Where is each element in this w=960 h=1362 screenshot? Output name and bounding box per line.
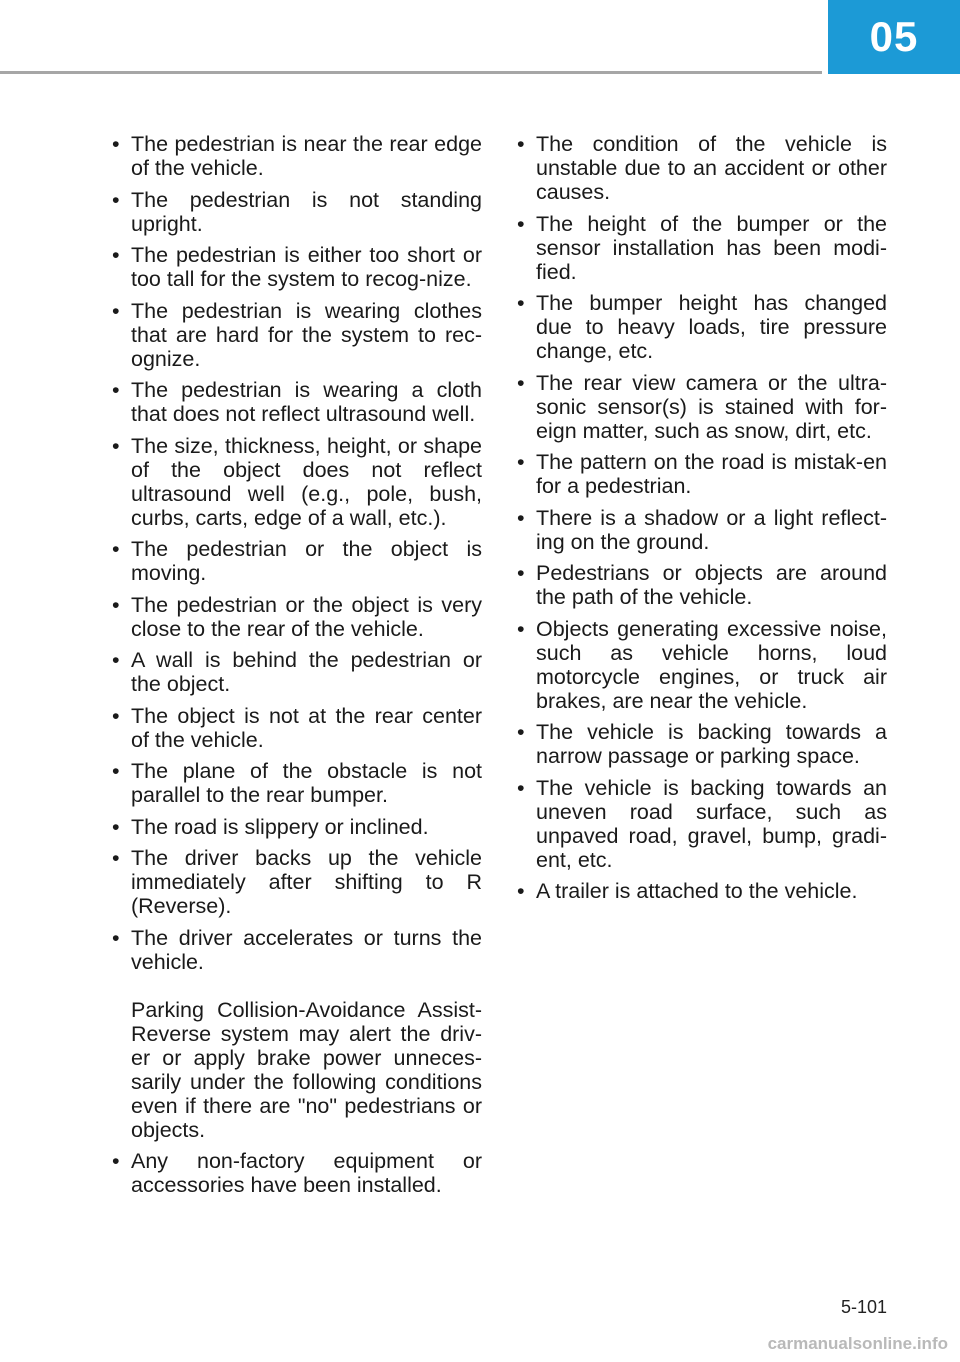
list-item: • Objects generating excessive noise, such as vehicle horns, loud motorcycle engines, or truck air brakes, are near the vehicle. — [532, 617, 887, 713]
list-item: • The pedestrian or the object is moving. — [127, 537, 482, 585]
list-item: • The height of the bumper or the sensor installation has been modi-fied. — [532, 212, 887, 284]
list-item: • The pedestrian is wearing a cloth that does not reflect ultrasound well. — [127, 378, 482, 426]
list-item: • A wall is behind the pedestrian or the object. — [127, 648, 482, 696]
list-item: • The road is slippery or inclined. — [127, 815, 482, 839]
left-column — [127, 132, 482, 1205]
list-item: • The rear view camera or the ultra-sonic sensor(s) is stained with for-eign matter, such as snow, dirt, etc. — [532, 371, 887, 443]
list-item: • The bumper height has changed due to heavy loads, tire pressure change, etc. — [532, 291, 887, 363]
page-number: 5-101 — [840, 1297, 887, 1317]
left-bullet-list — [127, 132, 482, 974]
list-item: • The driver accelerates or turns the vehicle. — [127, 926, 482, 974]
header-rule — [0, 71, 822, 74]
watermark: carmanualsonline.info — [767, 1334, 948, 1353]
list-item: • The vehicle is backing towards a narrow passage or parking space. — [532, 720, 887, 768]
list-item: • The condition of the vehicle is unstable due to an accident or other causes. — [532, 132, 887, 204]
list-item: • A trailer is attached to the vehicle. — [532, 879, 887, 903]
list-item: • The pedestrian is either too short or too tall for the system to recog-nize. — [127, 243, 482, 291]
note-paragraph: Parking Collision-Avoidance Assist-Reverse system may alert the driv-er or apply brake power unneces-sarily under the following conditions even if there are "no" pedestrians or objects. — [131, 997, 482, 1142]
right-column — [532, 132, 887, 911]
list-item: • The pedestrian or the object is very close to the rear of the vehicle. — [127, 593, 482, 641]
list-item: • The object is not at the rear center of the vehicle. — [127, 704, 482, 752]
left-bullet-list-after-note — [127, 1149, 482, 1197]
list-item: • The pedestrian is not standing upright. — [127, 188, 482, 236]
list-item: • Any non-factory equipment or accessories have been installed. — [127, 1149, 482, 1197]
list-item: • The pedestrian is near the rear edge of the vehicle. — [127, 132, 482, 180]
chapter-tab: 05 — [828, 0, 960, 74]
list-item: • The pattern on the road is mistak-en for a pedestrian. — [532, 450, 887, 498]
list-item: • Pedestrians or objects are around the path of the vehicle. — [532, 561, 887, 609]
list-item: • There is a shadow or a light reflect-ing on the ground. — [532, 506, 887, 554]
list-item: • The plane of the obstacle is not parallel to the rear bumper. — [127, 759, 482, 807]
right-bullet-list — [532, 132, 887, 903]
list-item: • The size, thickness, height, or shape of the object does not reflect ultrasound well (e.g., pole, bush, curbs, carts, edge of a wall, etc.). — [127, 434, 482, 530]
list-item: • The driver backs up the vehicle immediately after shifting to R (Reverse). — [127, 846, 482, 918]
list-item: • The vehicle is backing towards an uneven road surface, such as unpaved road, gravel, bump, gradi-ent, etc. — [532, 776, 887, 872]
list-item: • The pedestrian is wearing clothes that are hard for the system to rec-ognize. — [127, 299, 482, 371]
